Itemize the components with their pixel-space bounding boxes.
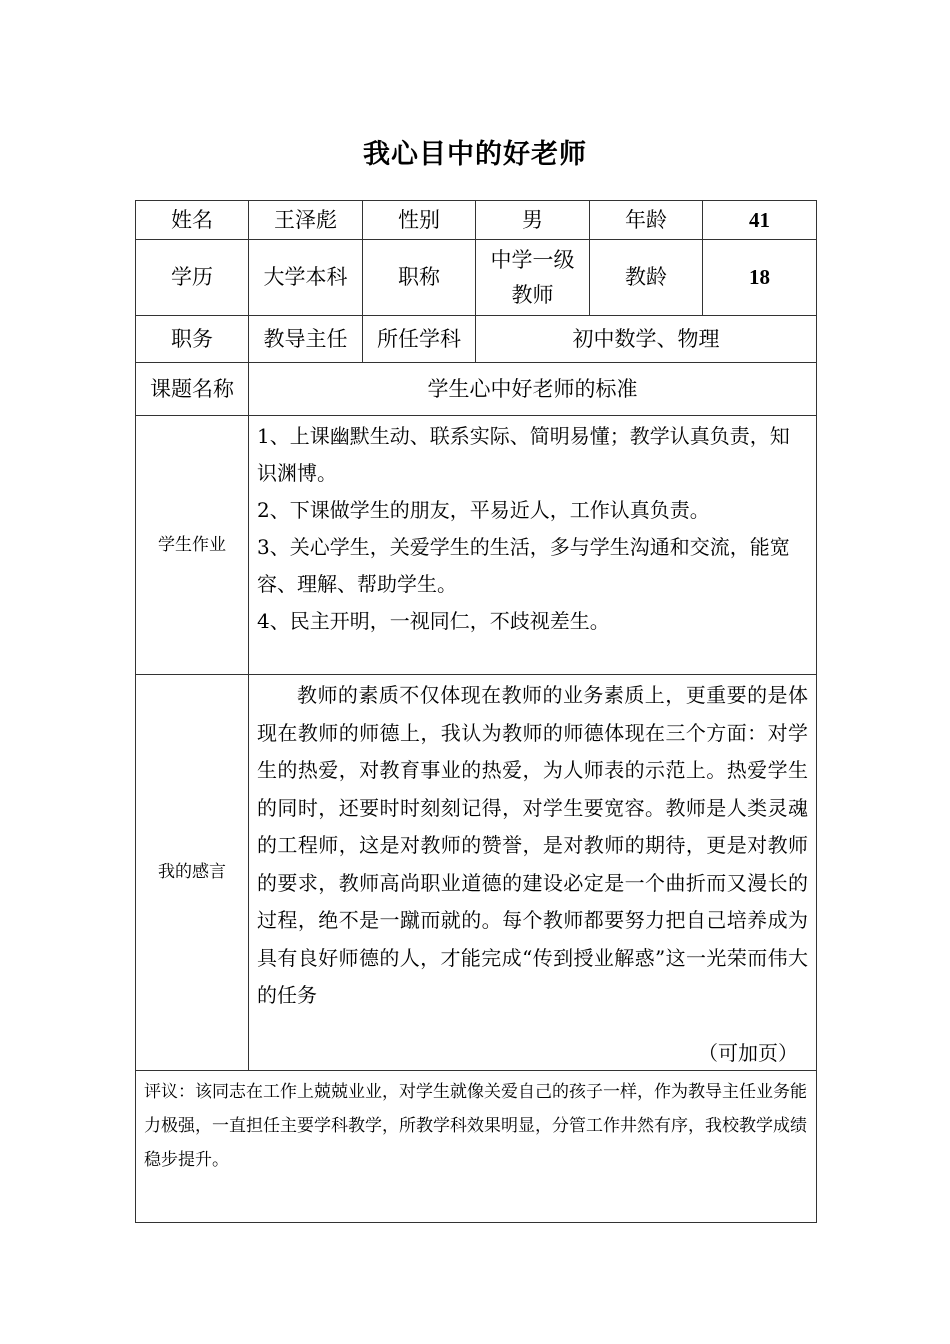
homework-item: 4、民主开明，一视同仁，不歧视差生。 — [257, 609, 610, 633]
reflection-content — [249, 675, 817, 1071]
name-value: 王泽彪 — [249, 201, 363, 240]
teaching-years-label: 教龄 — [590, 240, 703, 316]
row-student-homework — [136, 416, 817, 675]
row-comment — [136, 1070, 817, 1222]
subject-label: 所任学科 — [363, 316, 476, 363]
reflection-label: 我的感言 — [136, 675, 249, 1071]
professional-title-line1: 中学一级 — [490, 247, 575, 272]
professional-title-value — [476, 240, 590, 316]
homework-label: 学生作业 — [136, 416, 249, 675]
gender-value: 男 — [476, 201, 590, 240]
teacher-info-form — [135, 200, 817, 1223]
education-value: 大学本科 — [249, 240, 363, 316]
page-title: 我心目中的好老师 — [363, 139, 587, 170]
topic-value: 学生心中好老师的标准 — [249, 363, 817, 416]
homework-item: 1、上课幽默生动、联系实际、简明易懂；教学认真负责，知识渊博。 — [257, 424, 790, 485]
education-label: 学历 — [136, 240, 249, 316]
homework-content — [249, 416, 817, 675]
homework-item: 2、下课做学生的朋友，平易近人，工作认真负责。 — [257, 498, 710, 522]
comment-content: 评议：该同志在工作上兢兢业业，对学生就像关爱自己的孩子一样，作为教导主任业务能力极强，一直担任主要学科教学，所教学科效果明显，分管工作井然有序，我校教学成绩稳步提升。 — [136, 1070, 817, 1222]
homework-item: 3、关心学生，关爱学生的生活，多与学生沟通和交流，能宽容、理解、帮助学生。 — [257, 535, 790, 596]
topic-label: 课题名称 — [136, 363, 249, 416]
age-value: 41 — [703, 201, 817, 240]
row-basic-info — [136, 201, 817, 240]
gender-label: 性别 — [363, 201, 476, 240]
subject-value: 初中数学、物理 — [476, 316, 817, 363]
age-label: 年龄 — [590, 201, 703, 240]
row-education — [136, 240, 817, 316]
row-position — [136, 316, 817, 363]
professional-title-line2: 教师 — [511, 282, 554, 307]
row-topic — [136, 363, 817, 416]
teaching-years-value: 18 — [703, 240, 817, 316]
add-page-note: （可加页） — [698, 1040, 798, 1065]
position-label: 职务 — [136, 316, 249, 363]
name-label: 姓名 — [136, 201, 249, 240]
row-reflection — [136, 675, 817, 1071]
reflection-text: 教师的素质不仅体现在教师的业务素质上，更重要的是体现在教师的师德上，我认为教师的师德体现在三个方面：对学生的热爱，对教育事业的热爱，为人师表的示范上。热爱学生的同时，还要时时刻刻记得，对学生要宽容。教师是人类灵魂的工程师，这是对教师的赞誉，是对教师的期待，更是对教师的要求，教师高尚职业道德的建设必定是一个曲折而又漫长的过程，绝不是一蹴而就的。每个教师都要努力把自己培养成为具有良好师德的人，才能完成“传到授业解惑”这一光荣而伟大的任务 — [257, 683, 808, 1007]
position-value: 教导主任 — [249, 316, 363, 363]
professional-title-label: 职称 — [363, 240, 476, 316]
